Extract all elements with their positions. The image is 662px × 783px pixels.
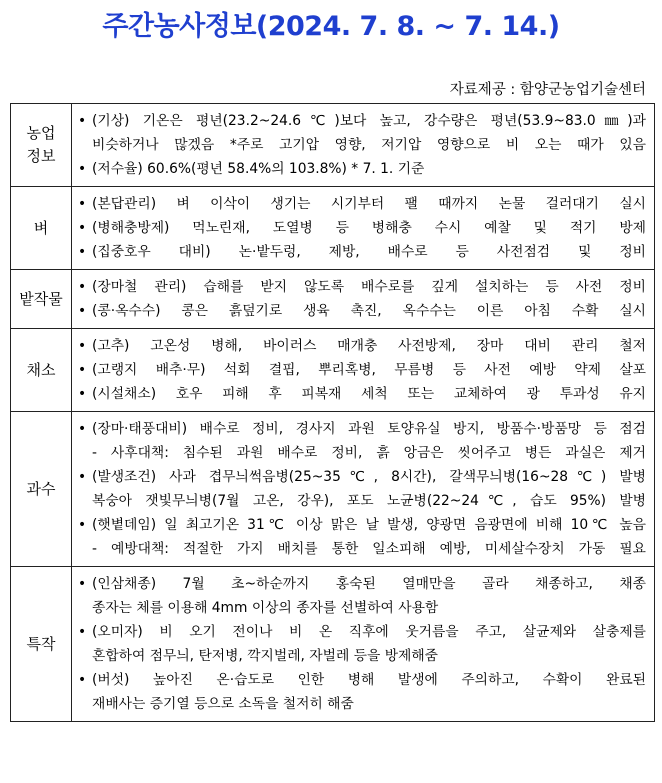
line-text: (고추) 고온성 병해, 바이러스 매개충 사전방제, 장마 대비 관리 철저 xyxy=(92,338,646,354)
line-text: (오미자) 비 오기 전이나 비 온 직후에 웃거름을 주고, 살균제와 살충제를 xyxy=(92,624,646,640)
content-line xyxy=(78,157,646,181)
bullet-icon: • xyxy=(78,672,87,688)
bullet-icon: • xyxy=(78,196,87,212)
category-label-line: 밭작물 xyxy=(19,289,63,308)
farming-info-table xyxy=(10,103,655,722)
content-line xyxy=(78,644,646,668)
line-text: (장마·태풍대비) 배수로 정비, 경사지 과원 토양유실 방지, 방품수·방품망 등 점검 xyxy=(92,421,646,437)
content-line xyxy=(78,465,646,489)
content-line xyxy=(78,240,646,264)
table-row xyxy=(11,270,655,329)
document-title: 주간농사정보(2024. 7. 8. ~ 7. 14.) xyxy=(102,11,560,42)
content-line xyxy=(78,275,646,299)
line-text: (병해충방제) 먹노린재, 도열병 등 병해충 수시 예찰 및 적기 방제 xyxy=(92,220,646,236)
category-label-line: 정보 xyxy=(26,147,56,165)
content-line xyxy=(78,692,646,716)
source-credit: 자료제공 : 함양군농업기술센터 xyxy=(449,82,646,98)
category-cell xyxy=(11,412,72,567)
bullet-icon: • xyxy=(78,220,87,236)
table-row xyxy=(11,412,655,567)
bullet-icon: • xyxy=(78,421,87,437)
bullet-icon: • xyxy=(78,161,87,177)
category-cell xyxy=(11,329,72,412)
table-row xyxy=(11,104,655,187)
content-cell xyxy=(72,567,655,722)
content-line xyxy=(78,620,646,644)
content-line xyxy=(78,109,646,133)
content-line xyxy=(78,382,646,406)
content-cell xyxy=(72,412,655,567)
line-text: - 예방대책: 적절한 가지 배치를 통한 일소피해 예방, 미세살수장치 가동 필요 xyxy=(92,541,646,557)
category-label-line: 벼 xyxy=(33,218,49,237)
bullet-icon: • xyxy=(78,279,87,295)
line-text: (시설채소) 호우 피해 후 피복재 세척 또는 교체하여 광 투과성 유지 xyxy=(92,386,646,402)
bullet-icon: • xyxy=(78,386,87,402)
content-line xyxy=(78,513,646,537)
line-text: 비슷하거나 많겠음 *주로 고기압 영향, 저기압 영향으로 비 오는 때가 있음 xyxy=(92,137,646,153)
content-line xyxy=(78,358,646,382)
content-line xyxy=(78,668,646,692)
category-cell xyxy=(11,104,72,187)
line-text: - 사후대책: 침수된 과원 배수로 정비, 흙 앙금은 씻어주고 병든 과실은 제거 xyxy=(92,445,646,461)
category-label-line: 과수 xyxy=(26,479,56,498)
content-line xyxy=(78,216,646,240)
content-line xyxy=(78,133,646,157)
content-line xyxy=(78,299,646,323)
line-text: (장마철 관리) 습해를 받지 않도록 배수로를 깊게 설치하는 등 사전 정비 xyxy=(92,279,646,295)
line-text: 종자는 체를 이용해 4mm 이상의 종자를 선별하여 사용함 xyxy=(92,600,439,616)
content-line xyxy=(78,596,646,620)
content-line xyxy=(78,441,646,465)
line-text: 재배사는 증기열 등으로 소독을 철저히 해줌 xyxy=(92,696,354,712)
line-text: (햇볕데임) 일 최고기온 31℃ 이상 맑은 날 발생, 양광면 음광면에 비해 10℃ 높음 xyxy=(92,517,646,533)
line-text: 복숭아 잿빛무늬병(7월 고온, 강우), 포도 노균병(22~24℃, 습도 95%) 발병 xyxy=(92,493,646,509)
line-text: (발생조건) 사과 겹무늬썩음병(25~35℃, 8시간), 갈색무늬병(16~28℃) 발병 xyxy=(92,469,646,485)
table-row xyxy=(11,329,655,412)
line-text: (인삼채종) 7월 초~하순까지 홍숙된 열매만을 골라 채종하고, 채종 xyxy=(92,576,646,592)
category-label-line: 특작 xyxy=(26,634,56,653)
category-cell xyxy=(11,567,72,722)
table-row xyxy=(11,567,655,722)
category-cell xyxy=(11,270,72,329)
content-cell xyxy=(72,270,655,329)
category-label-line: 채소 xyxy=(26,360,56,379)
bullet-icon: • xyxy=(78,624,87,640)
bullet-icon: • xyxy=(78,303,87,319)
content-cell xyxy=(72,104,655,187)
content-line xyxy=(78,537,646,561)
line-text: (집중호우 대비) 논·밭두렁, 제방, 배수로 등 사전점검 및 정비 xyxy=(92,244,646,260)
line-text: (기상) 기온은 평년(23.2~24.6℃)보다 높고, 강수량은 평년(53.9~83.0㎜)과 xyxy=(92,113,646,129)
content-line xyxy=(78,334,646,358)
line-text: 혼합하여 점무늬, 탄저병, 깍지벌레, 자벌레 등을 방제해줌 xyxy=(92,648,439,664)
line-text: (저수율) 60.6%(평년 58.4%의 103.8%) * 7. 1. 기준 xyxy=(92,161,425,177)
category-label-line: 농업 xyxy=(26,124,56,142)
content-line xyxy=(78,192,646,216)
bullet-icon: • xyxy=(78,362,87,378)
bullet-icon: • xyxy=(78,576,87,592)
content-line xyxy=(78,489,646,513)
line-text: (콩·옥수수) 콩은 흙덮기로 생육 촉진, 옥수수는 이른 아침 수확 실시 xyxy=(92,303,646,319)
bullet-icon: • xyxy=(78,469,87,485)
bullet-icon: • xyxy=(78,244,87,260)
bullet-icon: • xyxy=(78,517,87,533)
table-row xyxy=(11,187,655,270)
line-text: (고랭지 배추·무) 석회 결핍, 뿌리혹병, 무름병 등 사전 예방 약제 살포 xyxy=(92,362,646,378)
category-cell xyxy=(11,187,72,270)
bullet-icon: • xyxy=(78,113,87,129)
line-text: (본답관리) 벼 이삭이 생기는 시기부터 팰 때까지 논물 걸러대기 실시 xyxy=(92,196,646,212)
content-cell xyxy=(72,329,655,412)
content-line xyxy=(78,572,646,596)
bullet-icon: • xyxy=(78,338,87,354)
content-cell xyxy=(72,187,655,270)
content-line xyxy=(78,417,646,441)
line-text: (버섯) 높아진 온·습도로 인한 병해 발생에 주의하고, 수확이 완료된 xyxy=(92,672,646,688)
